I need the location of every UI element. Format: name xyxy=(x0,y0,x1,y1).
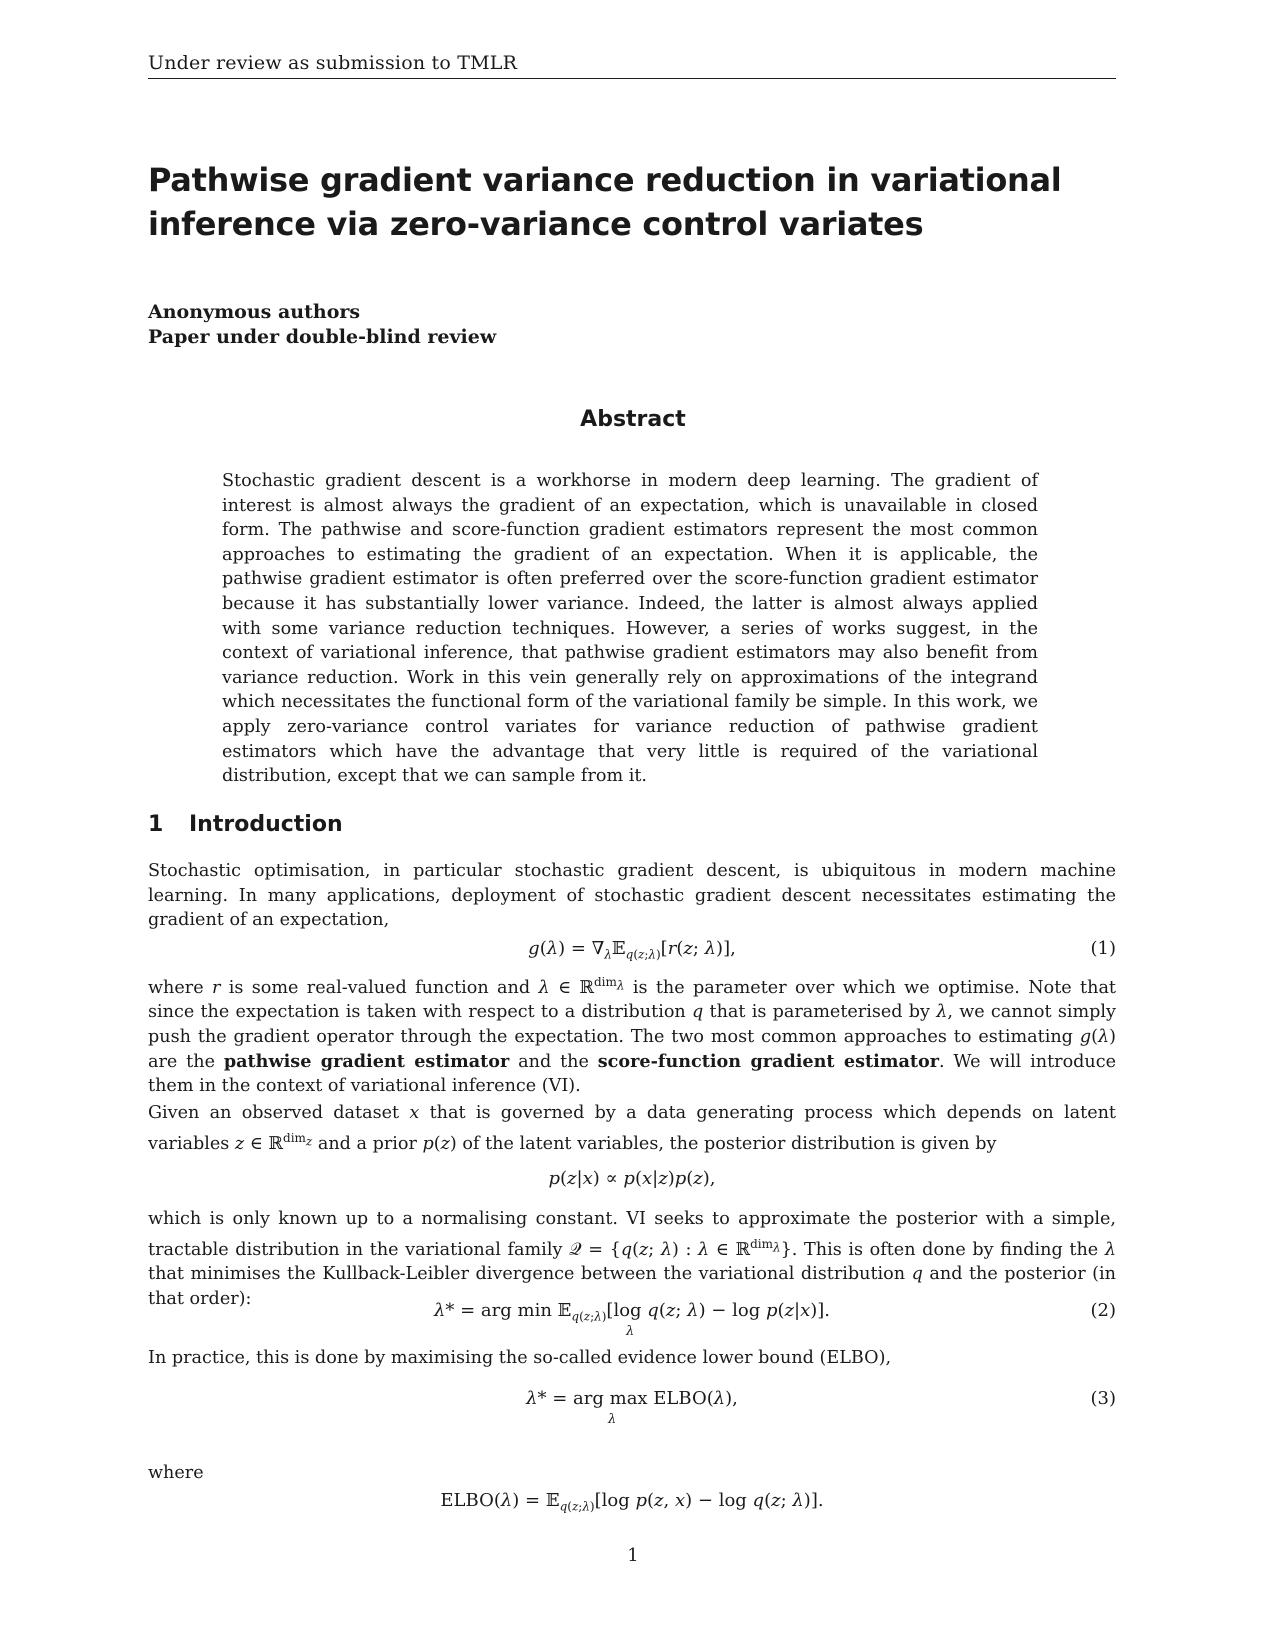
text-run: is some real-valued function and xyxy=(228,977,531,998)
equation-1-expression: $g(\lambda) = \nabla_\lambda 𝔼_{q(z;\lambda)}[r(z$; λ)], xyxy=(528,938,736,962)
bold-term: pathwise gradient estimator xyxy=(223,1050,510,1072)
section-number: 1 xyxy=(148,812,164,837)
text-run: that minimises the Kullback-Leibler divergence between the variational distribution xyxy=(148,1264,906,1285)
equation-3 xyxy=(148,1388,1116,1427)
text-run: . This is often done by finding the xyxy=(791,1239,1099,1260)
paper-title: Pathwise gradient variance reduction in variational inference via zero-variance control variates xyxy=(148,161,1062,243)
intro-paragraph-4: which is only known up to a normalising constant. VI seeks to approximate the posterior with a simple, tractable distribution in the variational family 𝒬 = {q(z; λ) : λ ∈ ℝ$^{dim_\lambda}$}. This is often done by finding the λ that minimises the Kullback-Leibler divergence between the variational distribution q and the posterior (in that order): xyxy=(148,1209,1116,1309)
equation-3-subscript: λ xyxy=(608,1412,617,1427)
review-note-line: Paper under double-blind review xyxy=(148,326,497,348)
text-run: , we cannot simply push the gradient operator through the expectation. The two most common approaches to estimating xyxy=(148,1002,1116,1048)
section-title: Introduction xyxy=(189,812,343,837)
authors-line: Anonymous authors xyxy=(148,301,361,323)
page-number: 1 xyxy=(627,1545,639,1566)
equation-1-number: (1) xyxy=(1090,938,1116,959)
abstract-text: Stochastic gradient descent is a workhorse in modern deep learning. The gradient of interest is almost always the gradient of an expectation, which is unavailable in closed form. The pathwise and score-function gradient estimators represent the most common approaches to estimating the gradient of an expectation. When it is applicable, the pathwise gradient estimator is often preferred over the score-function gradient estimator because it has substantially lower variance. Indeed, the latter is almost always applied with some variance reduction techniques. However, a series of works suggest, in the context of variational inference, that pathwise gradient estimators may also benefit from variance reduction. Work in this vein generally rely on approximations of the integrand which necessitates the functional form of the variational family be simple. In this work, we apply zero-variance control variates for variance reduction of pathwise gradient estimators which have the advantage that very little is required of the variational distribution, except that we can sample from it. xyxy=(222,471,1038,787)
intro-paragraph-2: where r is some real-valued function and λ ∈ ℝ$^{dim_\lambda}$ is the parameter over which we optimise. Note that since the expectation is taken with respect to a distribution q that is parameterised by λ, we cannot simply push the gradient operator through the expectation. The two most common approaches to estimating g(λ) are the pathwise gradient estimator and the score-function gradient estimator. We will introduce them in the context of variational inference (VI). xyxy=(148,975,1117,1097)
text-run: of the latent variables, the posterior distribution is given by xyxy=(462,1133,997,1154)
text-run: and the posterior (in that order): xyxy=(148,1264,1116,1309)
equation-elbo xyxy=(148,1490,1116,1520)
where-label: where xyxy=(148,1463,204,1483)
author-block xyxy=(148,300,496,350)
equation-1 xyxy=(148,938,1116,968)
equation-2 xyxy=(148,1300,1116,1339)
text-run: that is parameterised by xyxy=(709,1002,930,1023)
intro-paragraph-1: Stochastic optimisation, in particular stochastic gradient descent, is ubiquitous in modern machine learning. In many applications, deployment of stochastic gradient descent necessitates estimating the gradient of an expectation, xyxy=(148,861,1116,931)
equation-2-expression: λ* = arg min 𝔼$_{q(z;\lambda)}$[log q(z; λ) − log p(z|x)]. xyxy=(433,1300,831,1324)
text-run: . We will introduce them in the context of variational inference (VI). xyxy=(148,1051,1117,1097)
abstract-heading: Abstract xyxy=(580,407,686,432)
text-run: where xyxy=(148,977,204,998)
text-run: that is governed by a data generating process which depends on latent variables xyxy=(148,1103,1117,1154)
text-run: are the xyxy=(148,1051,215,1072)
text-run: which is only known up to a normalising constant. VI seeks to approximate the posterior with a simple, tractable distribution in the variational family xyxy=(148,1209,1116,1260)
text-run: is the parameter over which we optimise. Note that since the expectation is taken with respect to a distribution xyxy=(148,977,1117,1023)
running-head: Under review as submission to TMLR xyxy=(148,52,1116,79)
equation-2-number: (2) xyxy=(1090,1300,1116,1321)
equation-2-subscript: λ xyxy=(626,1324,635,1339)
equation-elbo-expression: ELBO(λ) = 𝔼$_{q(z;\lambda)}$[log p(z, x) − log q(z; λ)]. xyxy=(440,1490,824,1514)
bold-term: score-function gradient estimator xyxy=(597,1050,939,1072)
equation-3-number: (3) xyxy=(1090,1388,1116,1409)
equation-3-expression: λ* = arg max ELBO(λ), xyxy=(526,1388,738,1409)
equation-posterior xyxy=(148,1168,1116,1198)
intro-paragraph-5: In practice, this is done by maximising the so-called evidence lower bound (ELBO), xyxy=(148,1348,892,1368)
section-heading-introduction xyxy=(148,812,343,837)
equation-posterior-expression: p(z|x) ∝ p(x|z)p(z), xyxy=(548,1168,716,1189)
text-run: and a prior xyxy=(317,1133,417,1154)
intro-paragraph-3: Given an observed dataset x that is governed by a data generating process which depends on latent variables z ∈ ℝ$^{dim_z}$ and a prior p(z) of the latent variables, the posterior distribution is given by xyxy=(148,1103,1117,1154)
text-run: Given an observed dataset xyxy=(148,1103,400,1123)
text-run: and the xyxy=(518,1051,589,1072)
